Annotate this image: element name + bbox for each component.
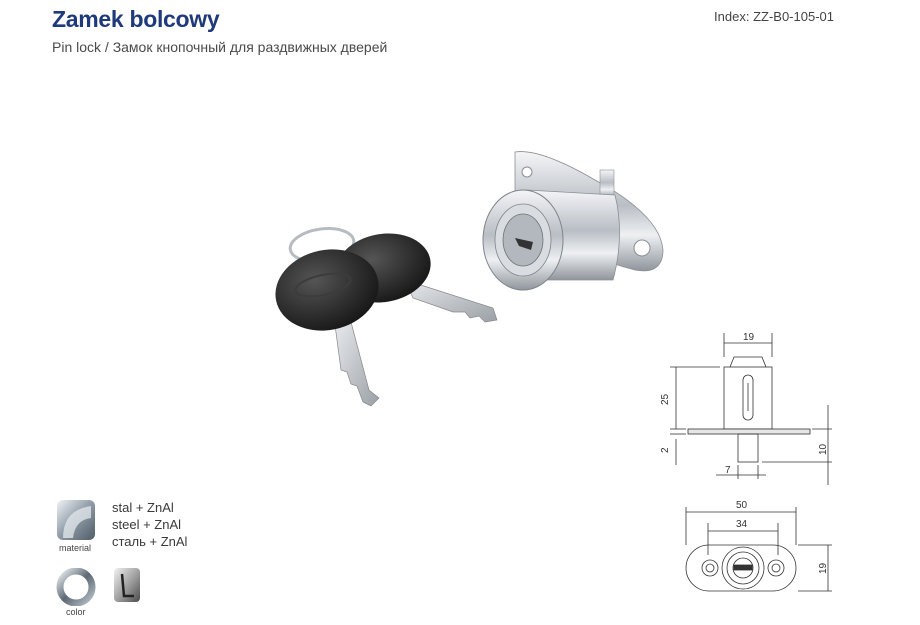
product-title: Zamek bolcowy bbox=[52, 6, 220, 32]
dim-height: 19 bbox=[818, 562, 829, 574]
material-line-en: steel + ZnAl bbox=[112, 517, 182, 532]
dim-hole-spacing: 34 bbox=[736, 519, 748, 530]
dim-body-height: 25 bbox=[660, 393, 671, 405]
material-line-pl: stal + ZnAl bbox=[112, 500, 174, 515]
product-subtitle: Pin lock / Замок кнопочный для раздвижных дверей bbox=[52, 39, 388, 55]
product-photo bbox=[265, 140, 675, 425]
dim-overall-length: 50 bbox=[736, 500, 748, 511]
product-index: Index: ZZ-B0-105-01 bbox=[714, 9, 834, 24]
dim-pin-length: 10 bbox=[818, 443, 829, 455]
drawing-plate bbox=[688, 429, 810, 434]
technical-drawing-side bbox=[650, 325, 850, 490]
color-label: color bbox=[66, 607, 86, 617]
material-line-ru: сталь + ZnAl bbox=[112, 534, 188, 549]
drawing-pin bbox=[738, 434, 758, 462]
material-list bbox=[112, 499, 187, 550]
material-label: material bbox=[59, 543, 92, 553]
material-icon bbox=[55, 498, 97, 542]
color-swatch-chrome bbox=[112, 566, 142, 604]
technical-drawing-front bbox=[650, 495, 850, 605]
key-blade-front bbox=[335, 322, 379, 406]
dim-plate-thickness: 2 bbox=[660, 447, 671, 453]
dim-pin-width: 7 bbox=[725, 465, 731, 476]
dim-width: 19 bbox=[743, 332, 755, 343]
lock-pin bbox=[600, 170, 614, 198]
color-icon bbox=[56, 568, 98, 606]
